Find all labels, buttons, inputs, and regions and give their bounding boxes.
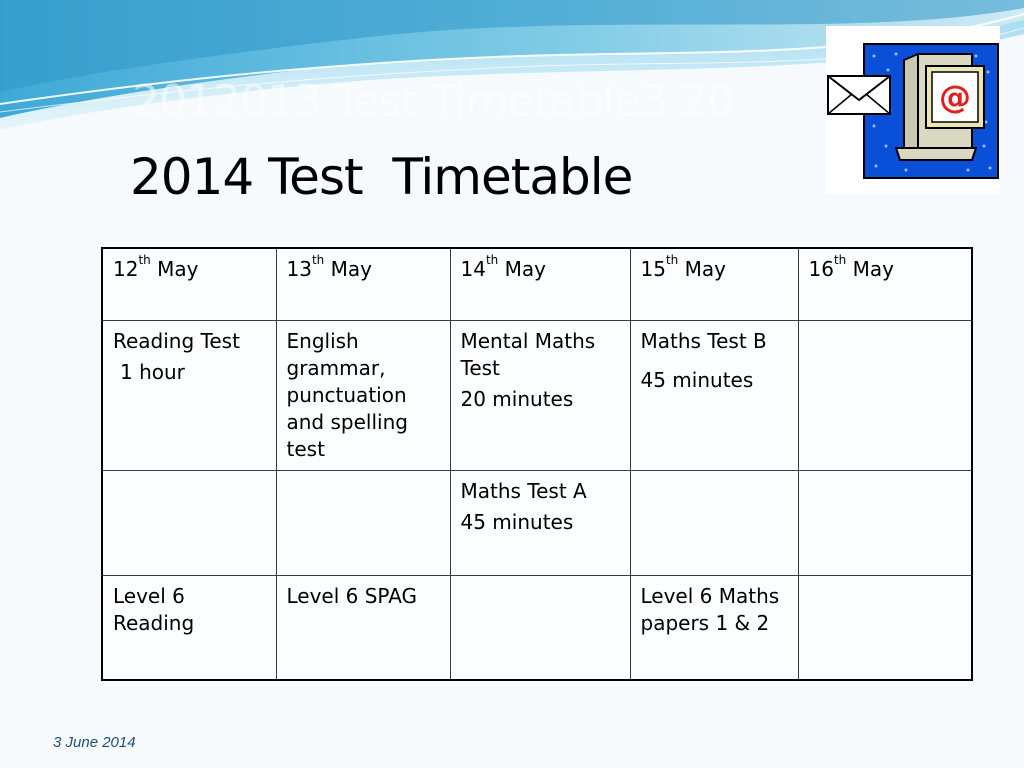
- test-name: Mental Maths Test: [460, 328, 596, 380]
- test-name: English grammar, punctuation and spelling test: [286, 328, 408, 461]
- cell-empty: [450, 575, 630, 680]
- month: May: [330, 257, 372, 281]
- header-14-may: [450, 248, 630, 320]
- month: May: [157, 257, 199, 281]
- day-suffix: th: [311, 253, 325, 268]
- timetable: [101, 247, 973, 681]
- header-16-may: [798, 248, 972, 320]
- cell-level6-maths: [630, 575, 798, 680]
- footer-date: 3 June 2014: [53, 734, 136, 751]
- month: May: [684, 257, 726, 281]
- cell-reading-test: [102, 320, 276, 470]
- day-number: 14: [460, 257, 486, 281]
- test-name: Level 6 SPAG: [286, 583, 418, 608]
- cell-maths-test-a: [450, 470, 630, 575]
- slide-title: 2014 Test Timetable: [130, 148, 633, 206]
- test-duration: 1 hour: [120, 359, 185, 384]
- cell-maths-test-b: [630, 320, 798, 470]
- day-number: 15: [640, 257, 666, 281]
- day-number: 16: [808, 257, 834, 281]
- cell-empty: [102, 470, 276, 575]
- test-duration: 20 minutes: [460, 386, 574, 411]
- timetable-header-row: [102, 248, 972, 320]
- test-duration: 45 minutes: [460, 509, 574, 534]
- email-computer-icon: [826, 26, 1000, 194]
- test-duration: 45 minutes: [640, 367, 754, 392]
- test-name: Maths Test A: [460, 478, 587, 503]
- cell-empty: [276, 470, 450, 575]
- day-number: 13: [286, 257, 312, 281]
- header-13-may: [276, 248, 450, 320]
- test-name: Reading Test: [113, 328, 240, 353]
- timetable-row: [102, 575, 972, 680]
- day-suffix: th: [138, 253, 151, 268]
- header-12-may: [102, 248, 276, 320]
- timetable-row: [102, 470, 972, 575]
- test-name: Maths Test B: [640, 328, 767, 353]
- day-suffix: th: [485, 253, 499, 268]
- day-number: 12: [113, 257, 139, 281]
- cell-empty: [798, 320, 972, 470]
- test-name: Level 6 Maths papers 1 & 2: [640, 583, 780, 635]
- ghost-title: 2012013 Test Timetable3 20: [132, 76, 734, 127]
- day-suffix: th: [833, 253, 847, 268]
- cell-empty: [798, 575, 972, 680]
- month: May: [504, 257, 546, 281]
- day-suffix: th: [665, 253, 679, 268]
- header-15-may: [630, 248, 798, 320]
- cell-mental-maths: [450, 320, 630, 470]
- cell-empty: [798, 470, 972, 575]
- cell-level6-spag: [276, 575, 450, 680]
- cell-english-grammar: [276, 320, 450, 470]
- cell-empty: [630, 470, 798, 575]
- svg-text:@: @: [939, 78, 971, 116]
- cell-level6-reading: [102, 575, 276, 680]
- timetable-row: [102, 320, 972, 470]
- test-name: Level 6 Reading: [113, 583, 195, 635]
- month: May: [852, 257, 894, 281]
